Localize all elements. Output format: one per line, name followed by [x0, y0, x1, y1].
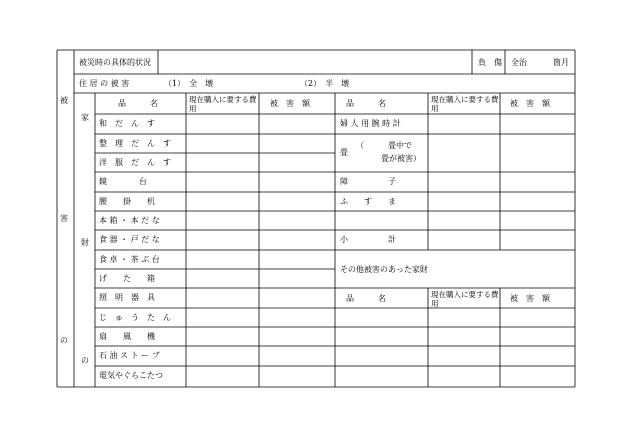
side-label-1: 被	[60, 96, 68, 105]
left-item: 石 油 ス ト ー ブ	[99, 351, 160, 360]
left-item: 本 箱 ・ 本 だ な	[99, 216, 160, 225]
other-label: その他被害のあった家財	[340, 265, 428, 274]
right-item-watch: 婦 人 用 腕 時 計	[340, 119, 401, 128]
left-item: 整 理 だ ん す	[99, 139, 171, 148]
side-label-2: 害	[60, 214, 68, 223]
left-item: 洋 服 だ ん す	[99, 158, 171, 167]
situation-label: 被災時の具体的状況	[79, 58, 151, 67]
right-item-clock: 小 計	[340, 235, 396, 244]
right-header-damage: 被 害 額	[510, 99, 550, 108]
furniture-vertical-1: 家	[81, 113, 89, 122]
right-item-tatami-note1: （ 畳中で	[356, 141, 412, 150]
right-item-shoji: 障 子	[340, 177, 396, 186]
housing-option-1[interactable]: （1） 全 壊	[164, 79, 214, 88]
other-header-damage: 被 害 額	[510, 294, 550, 303]
other-header-item: 品 名	[346, 294, 386, 303]
left-item: 扇 風 機	[99, 332, 155, 341]
left-item: 電気やぐらこたつ	[99, 371, 163, 380]
left-header-item: 品 名	[118, 99, 158, 108]
left-item: 食 卓 ・ 茶 ぶ 台	[99, 255, 160, 264]
housing-option-2[interactable]: （2） 半 壊	[300, 79, 350, 88]
right-item-tatami-note2: 畳が被害）	[381, 154, 421, 163]
housing-label: 住 居 の 被 害	[79, 79, 130, 88]
left-item: じ ゅ う た ん	[99, 313, 171, 322]
injury-label: 負 傷	[478, 58, 502, 67]
right-header-cost: 現在購入に要する費用	[431, 95, 499, 113]
left-header-damage: 被 害 額	[270, 99, 310, 108]
left-item: 食 器 ・ 戸 だ な	[99, 235, 160, 244]
right-header-item: 品 名	[346, 99, 386, 108]
full-cure-label: 全治	[511, 58, 527, 67]
left-item: 照 明 器 具	[99, 293, 155, 302]
left-header-cost: 現在購入に要する費用	[189, 95, 257, 113]
right-item-tatami: 畳	[340, 148, 348, 157]
left-item: げ た 箱	[99, 274, 155, 283]
right-item-fusuma: ふ す ま	[340, 197, 396, 206]
left-item: 和 だ ん す	[99, 119, 155, 128]
other-header-cost: 現在購入に要する費用	[431, 290, 499, 308]
side-label-3: の	[60, 336, 68, 345]
months-label: 箇月	[553, 58, 569, 67]
left-item: 腰 掛 机	[99, 197, 155, 206]
furniture-vertical-2: 財	[81, 238, 89, 247]
left-item: 鏡 台	[99, 177, 147, 186]
situation-field[interactable]	[160, 52, 470, 72]
furniture-vertical-3: の	[81, 356, 89, 365]
